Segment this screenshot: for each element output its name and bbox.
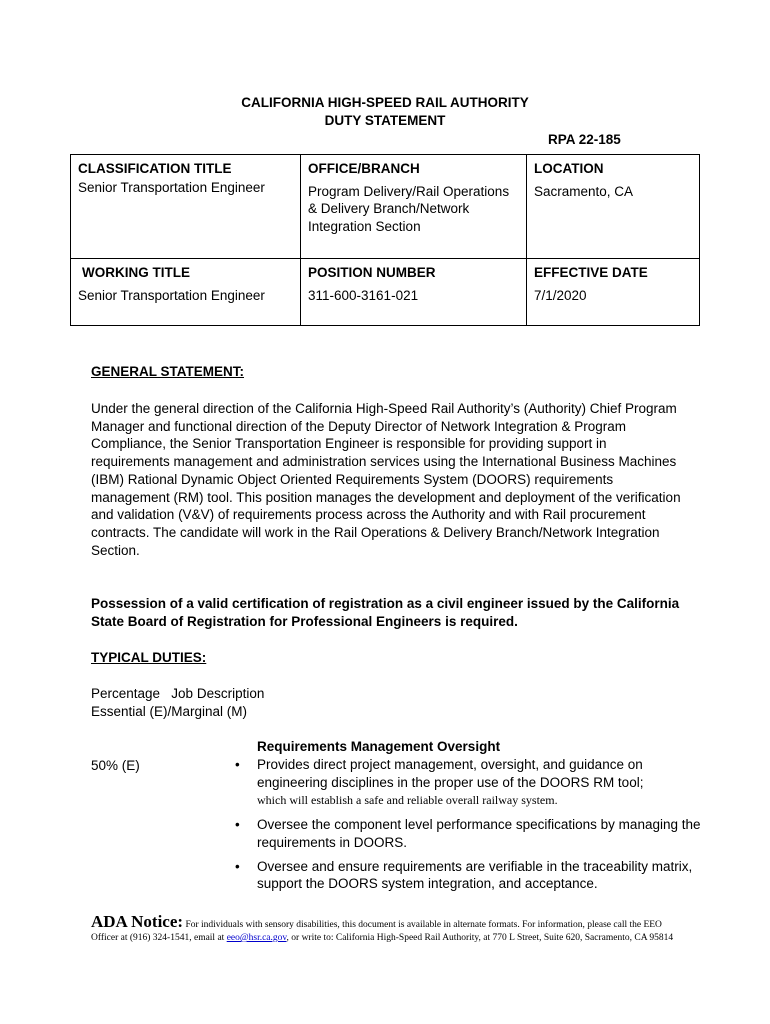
location-value: Sacramento, CA xyxy=(534,183,634,199)
ada-notice-text: For individuals with sensory disabilities, this document is available in alternate formats. For information, please call the EEO Officer at (916) 324-1541, email at xyxy=(91,920,662,943)
position-number-cell xyxy=(301,259,527,326)
eeo-email-link[interactable]: eeo@hsr.ca.gov xyxy=(226,933,287,943)
duty-bullet xyxy=(233,816,703,851)
duty-bullet-text: Provides direct project management, oversight, and guidance on engineering disciplines in the proper use of the DOORS RM tool; xyxy=(257,757,644,790)
duty-bullet xyxy=(233,858,703,893)
duty-heading: Requirements Management Oversight xyxy=(257,739,501,754)
general-statement-heading: GENERAL STATEMENT: xyxy=(91,364,245,379)
general-statement-body: Under the general direction of the California High-Speed Rail Authority’s (Authority) Chief Program Manager and functional direction of the Deputy Director of Network Integration & Program Compliance, the Senior Transportation Engineer is responsible for providing support in requirements management and administration services using the International Business Machines (IBM) Rational Dynamic Object Oriented Requirements System (DOORS) requirements management (RM) tool. This position manages the development and deployment of the verification and validation (V&V) of requirements process across the Authority and with Rail procurement contracts. The candidate will work in the Rail Operations & Delivery Branch/Network Integration Section. xyxy=(91,401,681,558)
working-title-label: WORKING TITLE xyxy=(82,265,190,280)
legend-line-1: Percentage Job Description xyxy=(91,686,265,701)
working-title-cell xyxy=(71,259,301,326)
classification-label: CLASSIFICATION TITLE xyxy=(78,161,232,176)
location-cell xyxy=(527,155,700,259)
ada-notice-address: , or write to: California High-Speed Rail Authority, at 770 L Street, Suite 620, Sacramento, CA 95814 xyxy=(286,933,674,943)
agency-title: CALIFORNIA HIGH-SPEED RAIL AUTHORITY xyxy=(241,95,529,110)
document-title: DUTY STATEMENT xyxy=(324,113,446,128)
bullet-icon: • xyxy=(235,817,240,833)
typical-duties-heading: TYPICAL DUTIES: xyxy=(91,650,207,665)
classification-cell xyxy=(71,155,301,259)
bullet-icon: • xyxy=(235,858,240,874)
office-label: OFFICE/BRANCH xyxy=(308,161,420,176)
duty-bullet-text: Oversee the component level performance specifications by managing the requirements in DOORS. xyxy=(257,817,701,850)
office-value: Program Delivery/Rail Operations & Delivery Branch/Network Integration Section xyxy=(308,183,510,234)
ada-notice-title: ADA Notice: xyxy=(91,912,184,931)
info-row-2 xyxy=(71,259,700,326)
effective-date-value: 7/1/2020 xyxy=(534,287,587,303)
legend-line-2: Essential (E)/Marginal (M) xyxy=(91,703,248,719)
bullet-icon: • xyxy=(235,757,240,772)
position-info-table xyxy=(70,154,700,326)
position-number-value: 311-600-3161-021 xyxy=(308,287,419,303)
classification-value: Senior Transportation Engineer xyxy=(78,179,265,195)
working-title-value: Senior Transportation Engineer xyxy=(78,287,265,303)
position-number-label: POSITION NUMBER xyxy=(308,265,436,280)
duty-bullet-list xyxy=(233,756,703,899)
duty-bullet-tail: which will establish a safe and reliable overall railway system. xyxy=(257,793,558,808)
duty-bullet-text: Oversee and ensure requirements are verifiable in the traceability matrix, support the DOORS system integration, and acceptance. xyxy=(257,858,693,892)
license-requirement: Possession of a valid certification of registration as a civil engineer issued by the California State Board of Registration for Professional Engineers is required. xyxy=(91,596,680,629)
ada-notice xyxy=(91,912,691,945)
duty-percentage: 50% (E) xyxy=(91,758,140,773)
info-row-1 xyxy=(71,155,700,259)
effective-date-cell xyxy=(527,259,700,326)
rpa-number: RPA 22-185 xyxy=(548,132,621,147)
duty-bullet xyxy=(233,756,703,810)
effective-date-label: EFFECTIVE DATE xyxy=(534,265,648,280)
location-label: LOCATION xyxy=(534,161,604,176)
duties-column-legend xyxy=(91,685,681,720)
office-cell xyxy=(301,155,527,259)
